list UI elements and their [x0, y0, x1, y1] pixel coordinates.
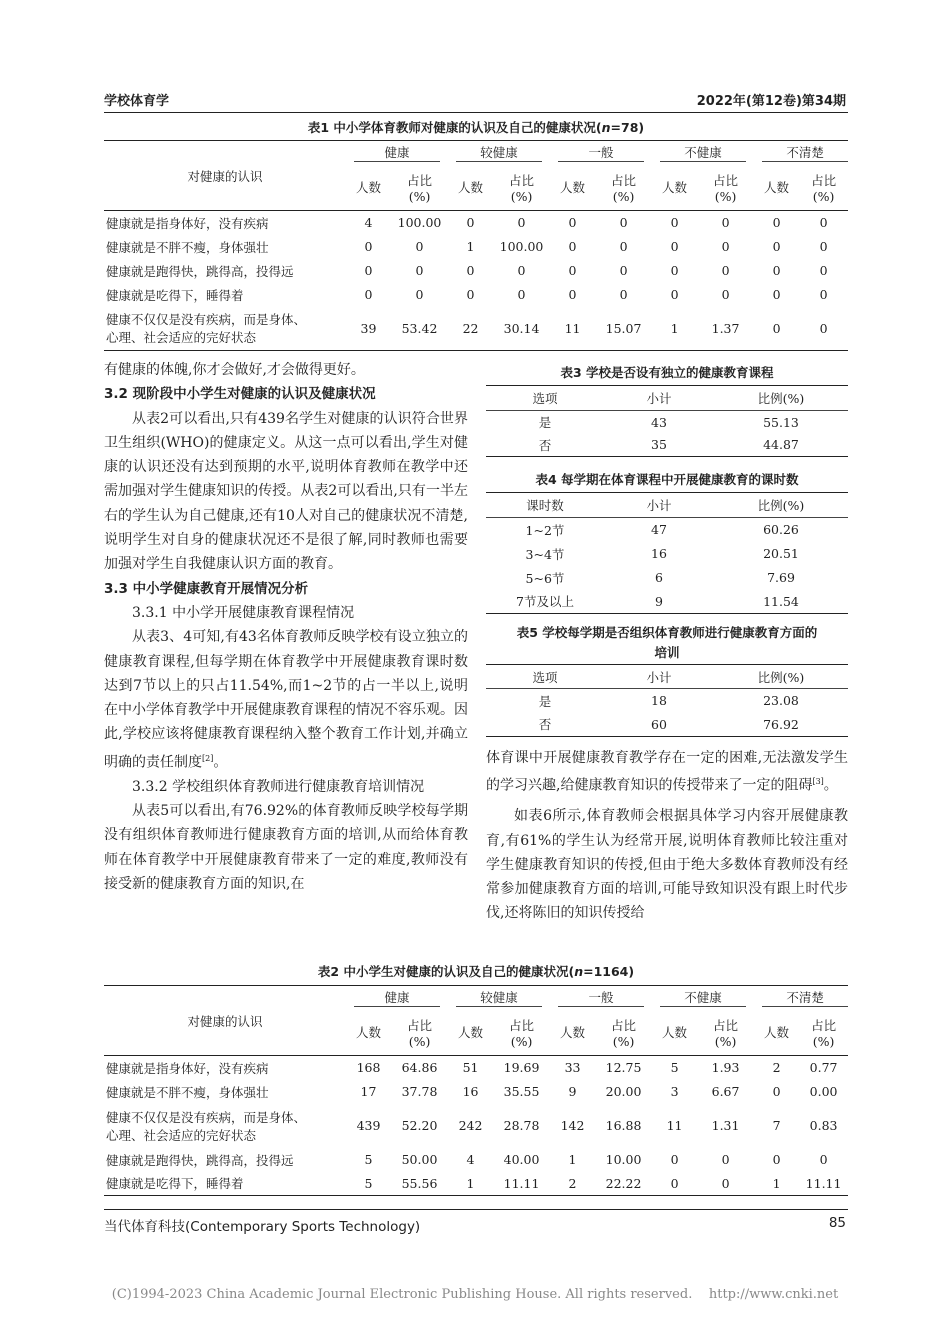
table-cell: 0 [721, 287, 730, 302]
issue-info: 2022年(第12卷)第34期 [696, 94, 846, 109]
table-cell: 64.86 [401, 1060, 438, 1076]
header-rule [104, 112, 848, 113]
table-cell: 0 [819, 239, 828, 254]
table-cell: 0 [568, 263, 577, 278]
table-cell: 0 [670, 287, 679, 302]
table-cell: 1 [652, 307, 697, 351]
row-label: 健康就是吃得下，睡得着 [104, 1172, 346, 1196]
col-header: 选项 [486, 665, 604, 689]
table-cell: 51 [462, 1060, 479, 1076]
table-row [486, 542, 848, 566]
table-row [486, 713, 848, 737]
table-cell: 76.92 [714, 713, 848, 737]
table-cell: 2 [772, 1060, 781, 1076]
table1 [104, 140, 848, 351]
table-row [104, 1080, 848, 1104]
table-cell: 0 [568, 287, 577, 302]
table-cell: 47 [651, 522, 667, 538]
table-cell: 0 [721, 263, 730, 278]
table2-caption: 表2 中小学生对健康的认识及自己的健康状况(n=1164) [317, 964, 635, 979]
pct-header: 占比 (%) [595, 1010, 652, 1056]
table-cell: 9 [568, 1084, 577, 1099]
count-header: 人数 [754, 1010, 799, 1056]
table-cell: 52.20 [401, 1118, 438, 1133]
count-header: 人数 [346, 165, 391, 211]
table-cell: 0.00 [809, 1084, 838, 1099]
table-cell: 0 [819, 1152, 828, 1167]
pct-header: 占比 (%) [799, 1010, 848, 1056]
table-cell: 0 [819, 215, 828, 231]
group-header: 一般 [550, 986, 652, 1010]
table-cell: 5 [364, 1152, 373, 1167]
table-cell: 1.31 [711, 1118, 740, 1133]
table-cell: 0 [670, 263, 679, 278]
table-cell: 4 [364, 215, 373, 231]
paragraph: 体育课中开展健康教育教学存在一定的困难,无法激发学生的学习兴趣,给健康教育知识的传授带来了一定的阻碍[3]。 [486, 750, 848, 794]
table-cell: 1 [754, 1172, 799, 1196]
table-cell: 0 [697, 1172, 754, 1196]
table-cell: 11 [666, 1118, 683, 1133]
table-cell: 0 [517, 263, 526, 278]
col-header: 比例(%) [714, 386, 848, 411]
count-header: 人数 [652, 165, 697, 211]
table-cell: 7 [772, 1118, 781, 1133]
subsection-heading-3-3-1: 3.3.1 中小学开展健康教育课程情况 [132, 604, 355, 621]
section-heading-3-3: 3.3 中小学健康教育开展情况分析 [104, 580, 309, 597]
table-cell: 9 [604, 590, 714, 614]
table-row [486, 518, 848, 542]
table-cell: 100.00 [397, 215, 442, 231]
table-cell: 0 [415, 263, 424, 278]
table-cell: 1 [448, 1172, 493, 1196]
table-cell: 39 [346, 307, 391, 351]
table-cell: 23.08 [763, 693, 799, 709]
table-row [104, 283, 848, 307]
table-cell: 0 [517, 215, 526, 231]
table-cell: 是 [538, 415, 552, 431]
table-cell: 18 [651, 693, 667, 709]
pct-header: 占比 (%) [799, 165, 848, 211]
row-label: 健康就是不胖不瘦，身体强壮 [106, 239, 269, 255]
table-cell: 20.00 [605, 1084, 642, 1099]
table-cell: 0 [415, 287, 424, 302]
table-cell: 43 [651, 414, 667, 430]
col-header: 比例(%) [714, 493, 848, 518]
table-cell: 1 [568, 1152, 577, 1167]
table-cell: 35.55 [503, 1084, 540, 1099]
pct-header: 占比 (%) [391, 1010, 448, 1056]
paragraph: 有健康的体魄,你才会做好,才会做得更好。 [104, 362, 365, 378]
table-cell: 0 [670, 1152, 679, 1167]
table-cell: 0 [670, 215, 679, 231]
group-header: 较健康 [448, 986, 550, 1010]
table-cell: 0 [772, 215, 781, 231]
table-cell: 4 [466, 1152, 475, 1167]
table-row [486, 590, 848, 614]
right-column-text [486, 746, 848, 926]
footer-rule [104, 1209, 848, 1210]
table-cell: 0 [772, 263, 781, 278]
table-cell: 0 [364, 239, 373, 254]
col-header: 小计 [604, 493, 714, 518]
table-cell: 0 [466, 287, 475, 302]
copyright-watermark: (C)1994-2023 China Academic Journal Electronic Publishing House. All rights reserved. http://www.cnki.net [111, 1287, 839, 1302]
table-cell: 3 [670, 1084, 679, 1099]
table-row [104, 235, 848, 259]
table-cell: 0.83 [809, 1118, 838, 1133]
table-cell: 5 [670, 1060, 679, 1076]
table4 [486, 492, 848, 614]
table-cell: 1.37 [697, 307, 754, 351]
row-label: 健康就是指身体好，没有疾病 [106, 215, 269, 231]
table-cell: 22.22 [595, 1172, 652, 1196]
citation-ref[interactable]: [2] [202, 753, 214, 763]
table-cell: 否 [486, 713, 604, 737]
table-cell: 439 [356, 1118, 381, 1133]
col-header: 小计 [604, 386, 714, 411]
table-cell: 0 [619, 287, 628, 302]
row-label: 健康就是不胖不瘦，身体强壮 [106, 1084, 269, 1100]
table-cell: 0 [517, 287, 526, 302]
table-row [104, 211, 848, 235]
pct-header: 占比 (%) [697, 165, 754, 211]
table-cell: 20.51 [763, 546, 799, 561]
table-cell: 0 [772, 239, 781, 254]
table-cell: 否 [486, 434, 604, 457]
table-cell: 60.26 [763, 522, 799, 538]
table-cell: 1.93 [711, 1060, 740, 1076]
count-header: 人数 [550, 165, 595, 211]
row-header-cell: 对健康的认识 [104, 986, 346, 1056]
group-header: 健康 [346, 141, 448, 165]
table-cell: 0 [619, 263, 628, 278]
row-header-cell: 对健康的认识 [104, 141, 346, 211]
table-cell: 0 [619, 215, 628, 231]
table-row [486, 566, 848, 590]
table5 [486, 664, 848, 737]
table-cell: 0 [754, 307, 799, 351]
table-cell: 53.42 [391, 307, 448, 351]
table-cell: 2 [550, 1172, 595, 1196]
count-header: 人数 [754, 165, 799, 211]
table-cell: 11.11 [799, 1172, 848, 1196]
table-cell: 12.75 [605, 1060, 642, 1076]
table-cell: 0 [772, 287, 781, 302]
footer-journal: 当代体育科技(Contemporary Sports Technology) [104, 1219, 421, 1235]
count-header: 人数 [550, 1010, 595, 1056]
row-label: 健康就是指身体好，没有疾病 [106, 1060, 269, 1076]
table-row [486, 689, 848, 713]
col-header: 比例(%) [714, 665, 848, 689]
table-cell: 1 [466, 239, 475, 254]
table-cell: 0 [568, 215, 577, 231]
table5-caption: 表5 学校每学期是否组织体育教师进行健康教育方面的 培训 [516, 625, 818, 660]
row-label: 健康就是跑得快，跳得高，投得远 [106, 263, 294, 279]
table-cell: 33 [564, 1060, 581, 1076]
table-cell: 142 [560, 1118, 585, 1133]
table-cell: 60 [604, 713, 714, 737]
table-row [104, 307, 848, 351]
group-header: 不健康 [652, 986, 754, 1010]
table-cell: 16 [462, 1084, 479, 1099]
table-cell: 7节及以上 [486, 590, 604, 614]
table-cell: 1~2节 [525, 522, 565, 538]
table-cell: 16.88 [605, 1118, 642, 1133]
table-cell: 37.78 [401, 1084, 438, 1099]
table-cell: 55.13 [763, 414, 799, 430]
pct-header: 占比 (%) [391, 165, 448, 211]
table-cell: 11 [550, 307, 595, 351]
page-number: 85 [828, 1215, 846, 1231]
col-header: 课时数 [486, 493, 604, 518]
table-cell: 0 [819, 263, 828, 278]
table-row [104, 1056, 848, 1080]
col-header: 小计 [604, 665, 714, 689]
table-cell: 0 [670, 239, 679, 254]
subsection-heading-3-3-2: 3.3.2 学校组织体育教师进行健康教育培训情况 [132, 778, 425, 795]
table-row [486, 411, 848, 434]
count-header: 人数 [448, 165, 493, 211]
citation-ref[interactable]: [3] [812, 777, 824, 787]
group-header: 较健康 [448, 141, 550, 165]
table-cell: 0 [772, 1084, 781, 1099]
table-row [104, 1148, 848, 1172]
table-cell: 3~4节 [525, 546, 565, 562]
table-cell: 0.77 [809, 1060, 838, 1076]
table3 [486, 385, 848, 457]
table-cell: 35 [604, 434, 714, 457]
table-cell: 7.69 [767, 570, 795, 585]
pct-header: 占比 (%) [493, 1010, 550, 1056]
group-header: 不清楚 [754, 141, 848, 165]
left-column-text [104, 358, 468, 896]
table-cell: 0 [721, 215, 730, 231]
table4-caption: 表4 每学期在体育课程中开展健康教育的课时数 [535, 472, 799, 487]
table1-caption: 表1 中小学体育教师对健康的认识及自己的健康状况(n=78) [307, 120, 645, 135]
table2 [104, 985, 848, 1196]
table-cell: 0 [721, 1152, 730, 1167]
table-row [104, 1172, 848, 1196]
table-cell: 0 [466, 215, 475, 231]
count-header: 人数 [346, 1010, 391, 1056]
table-cell: 50.00 [401, 1152, 438, 1167]
table-cell: 5 [346, 1172, 391, 1196]
table-cell: 30.14 [493, 307, 550, 351]
count-header: 人数 [448, 1010, 493, 1056]
table-cell: 0 [466, 263, 475, 278]
row-label: 健康就是跑得快，跳得高，投得远 [106, 1152, 294, 1168]
table-cell: 0 [819, 287, 828, 302]
table-cell: 44.87 [714, 434, 848, 457]
pct-header: 占比 (%) [493, 165, 550, 211]
table-cell: 100.00 [499, 239, 544, 254]
table-cell: 15.07 [595, 307, 652, 351]
table-row [104, 259, 848, 283]
table-cell: 0 [619, 239, 628, 254]
group-header: 一般 [550, 141, 652, 165]
table-cell: 40.00 [503, 1152, 540, 1167]
table-cell: 28.78 [503, 1118, 540, 1133]
table-cell: 0 [721, 239, 730, 254]
table-cell: 6.67 [711, 1084, 740, 1099]
table-cell: 242 [458, 1118, 483, 1133]
table-cell: 0 [415, 239, 424, 254]
group-header: 不健康 [652, 141, 754, 165]
section-heading-3-2: 3.2 现阶段中小学生对健康的认识及健康状况 [104, 386, 376, 403]
paragraph: 如表6所示,体育教师会根据具体学习内容开展健康教育,有61%的学生认为经常开展,说明体育教师比较注重对学生健康教育知识的传授,但由于绝大多数体育教师没有经常参加健康教育方面的培训,可能导致知识没有跟上时代步伐,还将陈旧的知识传授给 [486, 808, 848, 922]
table-cell: 0 [652, 1172, 697, 1196]
table-cell: 10.00 [605, 1152, 642, 1167]
paragraph: 从表5可以看出,有76.92%的体育教师反映学校每学期没有组织体育教师进行健康教育方面的培训,从而给体育教师在体育教学中开展健康教育带来了一定的难度,教师没有接受新的健康教育方面的知识,在 [104, 803, 468, 892]
table-cell: 0 [799, 307, 848, 351]
table-cell: 11.11 [493, 1172, 550, 1196]
pct-header: 占比 (%) [697, 1010, 754, 1056]
table-row [486, 434, 848, 457]
table-cell: 是 [538, 693, 552, 709]
table-cell: 55.56 [391, 1172, 448, 1196]
table-cell: 0 [568, 239, 577, 254]
journal-section-title: 学校体育学 [104, 94, 170, 109]
col-header: 选项 [486, 386, 604, 411]
group-header: 健康 [346, 986, 448, 1010]
paragraph: 从表3、4可知,有43名体育教师反映学校有设立独立的健康教育课程,但每学期在体育教学中开展健康教育课时数达到7节以上的只占11.54%,而1~2节的占一半以上,说明在中小学体育教学中开展健康教育课程的情况不容乐观。因此,学校应该将健康教育课程纳入整个教育工作计划,并确立明确的责任制度[2]。 [104, 629, 468, 771]
table-cell: 6 [655, 570, 663, 585]
table-cell: 16 [651, 546, 667, 561]
table-cell: 0 [772, 1152, 781, 1167]
table-cell: 11.54 [714, 590, 848, 614]
table-cell: 0 [364, 287, 373, 302]
table-cell: 168 [356, 1060, 381, 1076]
row-label: 健康不仅仅是没有疾病，而是身体、 心理、社会适应的完好状态 [104, 307, 346, 351]
table-cell: 0 [364, 263, 373, 278]
table-cell: 19.69 [503, 1060, 540, 1076]
table-cell: 5~6节 [525, 570, 565, 586]
pct-header: 占比 (%) [595, 165, 652, 211]
table-cell: 17 [360, 1084, 377, 1099]
row-label: 健康不仅仅是没有疾病，而是身体、 心理、社会适应的完好状态 [106, 1109, 307, 1143]
table3-caption: 表3 学校是否设有独立的健康教育课程 [560, 365, 774, 380]
table-row [104, 1104, 848, 1148]
group-header: 不清楚 [754, 986, 848, 1010]
paragraph: 从表2可以看出,只有439名学生对健康的认识符合世界卫生组织(WHO)的健康定义。从这一点可以看出,学生对健康的认识还没有达到预期的水平,说明体育教师在教学中还需加强对学生健康知识的传授。从表2可以看出,只有一半左右的学生认为自己健康,还有10人对自己的健康状况不清楚,说明学生对自身的健康状况还不是很了解,同时教师也需要加强对学生自我健康认识方面的教育。 [104, 410, 468, 573]
table-cell: 22 [448, 307, 493, 351]
row-label: 健康就是吃得下，睡得着 [106, 287, 244, 303]
count-header: 人数 [652, 1010, 697, 1056]
